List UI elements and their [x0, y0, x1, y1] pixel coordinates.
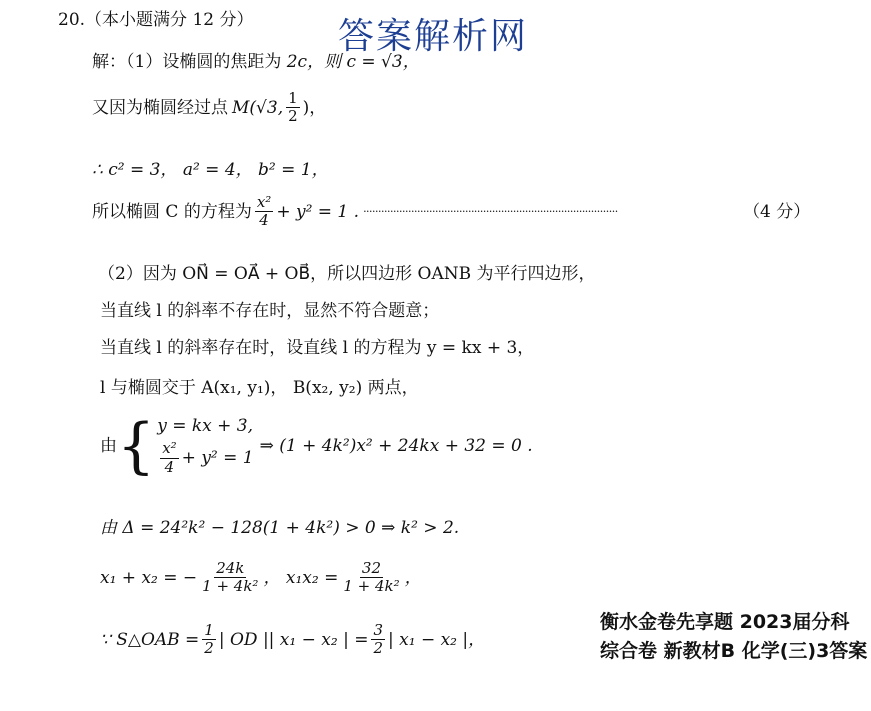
fraction-denominator: 2	[288, 107, 298, 126]
system-eq1: y = kx + 3,	[157, 416, 254, 437]
fraction-half	[286, 90, 300, 126]
fraction-numerator: 24k	[216, 559, 245, 577]
system-result: ⇒ (1 + 4k²)x² + 24kx + 32 = 0 .	[259, 435, 533, 456]
fraction-denominator: 2	[373, 639, 383, 658]
part2-line2: 当直线 l 的斜率不存在时，显然不符合题意；	[100, 301, 440, 321]
part1-line2	[92, 90, 326, 126]
dotted-leader: ·····················································································	[363, 205, 618, 219]
fraction-sum	[200, 560, 260, 596]
part1-line3: ∴ c² = 3， a² = 4， b² = 1，	[92, 160, 329, 180]
sum-lhs: x₁ + x₂ = −	[100, 567, 198, 588]
part1-line1	[92, 52, 420, 72]
left-brace: {	[117, 411, 156, 481]
part1-line2-text: 又因为椭圆经过点	[92, 97, 228, 118]
part1-line1-text: 解：（1）设椭圆的焦距为	[92, 52, 282, 72]
part2-line1: （2）因为 ON⃗ = OA⃗ + OB⃗，所以四边形 OANB 为平行四边形，	[98, 264, 596, 284]
fraction-denominator: 2	[204, 639, 214, 658]
fraction-numerator: 1	[204, 621, 214, 639]
part1-line2-tail: )，	[302, 97, 327, 118]
fraction-numerator: x²	[162, 439, 177, 458]
prod-tail: ，	[404, 567, 422, 588]
area-lhs: ∵ S△OAB =	[100, 629, 200, 650]
fraction-numerator: x²	[256, 193, 272, 211]
part2-line3: 当直线 l 的斜率存在时，设直线 l 的方程为 y = kx + 3，	[100, 338, 535, 358]
part1-line4	[92, 194, 810, 230]
fraction-product	[341, 560, 401, 596]
part2-line4: l 与椭圆交于 A(x₁, y₁)， B(x₂, y₂) 两点，	[100, 378, 419, 398]
prod-lhs: ， x₁x₂ =	[263, 567, 339, 588]
fraction-denominator: 1 + 4k²	[202, 577, 259, 596]
equation-system	[100, 411, 533, 481]
source-caption: 衡水金卷先享题 2023届分科综合卷 新教材B 化学(三)3答案	[600, 611, 868, 662]
fraction-half	[202, 622, 216, 658]
system-prefix: 由	[100, 435, 117, 456]
part1-line1-math: 2c，则 c = √3，	[286, 52, 420, 72]
fraction-three-halves	[371, 622, 385, 658]
area-formula	[100, 622, 485, 658]
fraction-denominator: 4	[259, 211, 269, 230]
delta-condition: 由 Δ = 24²k² − 128(1 + 4k²) > 0 ⇒ k² > 2.	[100, 518, 460, 538]
area-tail: | x₁ − x₂ |，	[388, 629, 486, 650]
area-mid: | OD || x₁ − x₂ | =	[218, 629, 369, 650]
fraction-denominator: 4	[164, 457, 175, 476]
fraction-numerator: 1	[288, 89, 298, 107]
system-eq2-tail: + y² = 1	[181, 447, 254, 468]
fraction-numerator: 3	[373, 621, 383, 639]
system-eq2	[157, 440, 253, 476]
vieta-formulas	[100, 560, 422, 596]
fraction-x2-over-4	[255, 194, 273, 230]
part1-line4-tail: + y² = 1 .	[276, 201, 360, 222]
question-header: 20.（本小题满分 12 分）	[58, 10, 254, 30]
system-equations	[157, 416, 253, 476]
point-m: M(√3,	[232, 97, 284, 118]
score-label: （4 分）	[743, 201, 811, 222]
watermark: 答案解析网	[338, 16, 529, 57]
fraction-numerator: 32	[361, 559, 381, 577]
part1-line4-text: 所以椭圆 C 的方程为	[92, 201, 252, 222]
fraction-x2-over-4	[160, 440, 178, 476]
fraction-denominator: 1 + 4k²	[343, 577, 400, 596]
